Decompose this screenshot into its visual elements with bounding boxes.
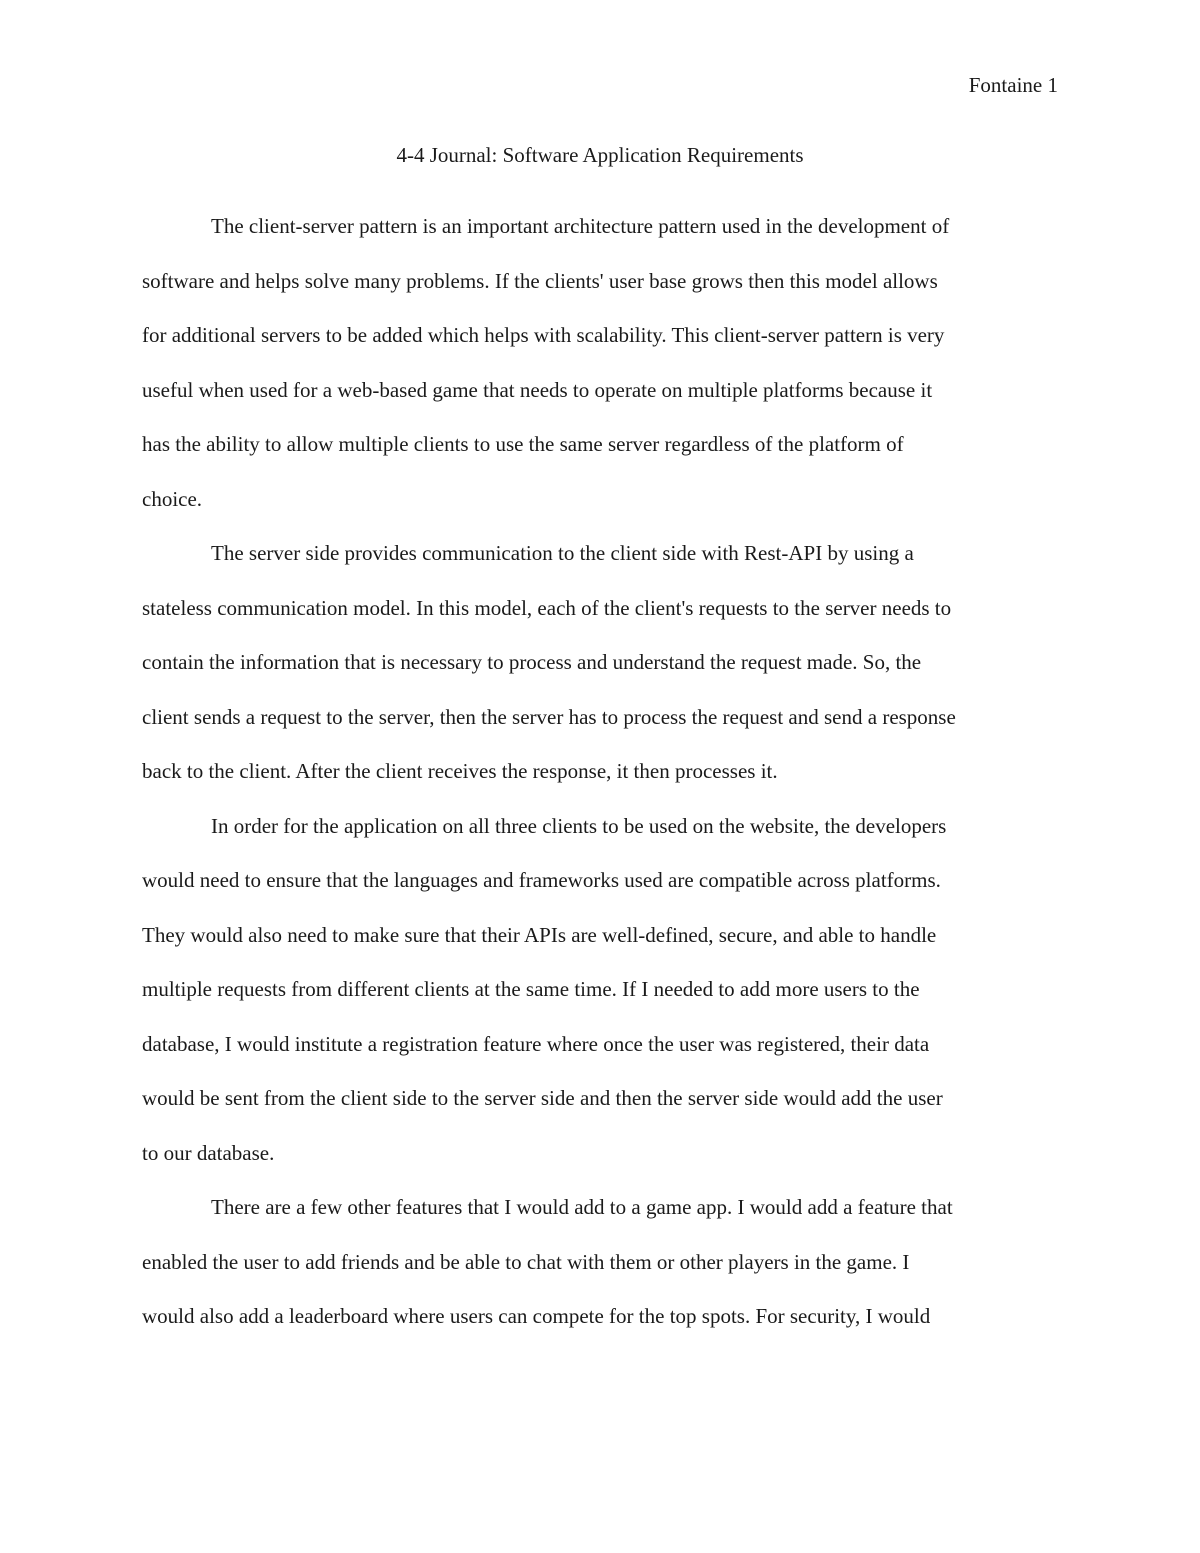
document-title: 4-4 Journal: Software Application Requirements [396,143,804,167]
document-body [142,199,1058,1344]
paragraph: In order for the application on all three clients to be used on the website, the developers would need to ensure that the languages and frameworks used are compatible across platforms. They would also need to make sure that their APIs are well-defined, secure, and able to handle multiple requests from different clients at the same time. If I needed to add more users to the database, I would institute a registration feature where once the user was registered, their data would be sent from the client side to the server side and then the server side would add the user to our database. [142,813,947,1165]
running-head: Fontaine 1 [968,73,1058,97]
paragraph: The client-server pattern is an important architecture pattern used in the development of software and helps solve many problems. If the clients' user base grows then this model allows for additional servers to be added which helps with scalability. This client-server pattern is very useful when used for a web-based game that needs to operate on multiple platforms because it has the ability to allow multiple clients to use the same server regardless of the platform of choice. [142,214,950,511]
paragraph: The server side provides communication to the client side with Rest-API by using a stateless communication model. In this model, each of the client's requests to the server needs to contain the information that is necessary to process and understand the request made. So, the client sends a request to the server, then the server has to process the request and send a response back to the client. After the client receives the response, it then processes it. [142,541,956,783]
paragraph: There are a few other features that I would add to a game app. I would add a feature that enabled the user to add friends and be able to chat with them or other players in the game. I would also add a leaderboard where users can compete for the top spots. For security, I would [142,1195,953,1328]
